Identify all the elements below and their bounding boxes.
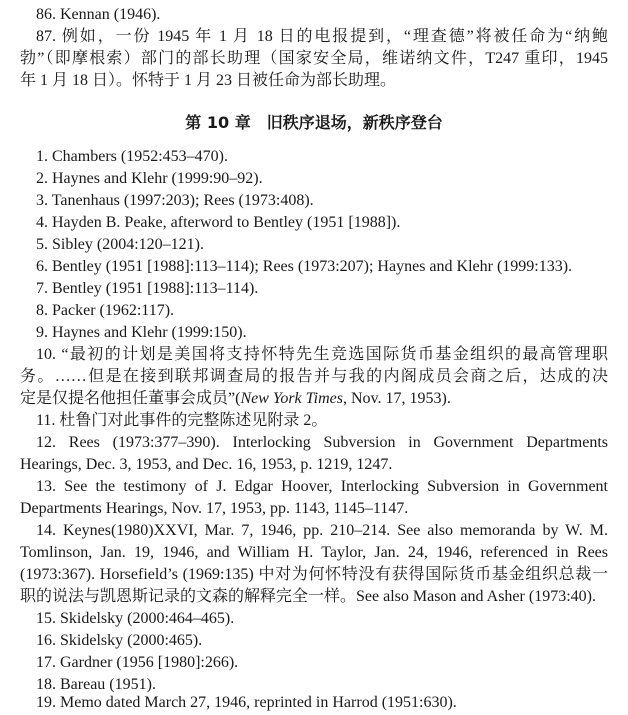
note-15: 15. Skidelsky (2000:464–465). (36, 610, 235, 627)
note-10-line-1: 10. “最初的计划是美国将支持怀特先生竞选国际货币基金组织的最高管理职 (36, 346, 608, 363)
note-10-line-3 (20, 388, 451, 410)
note-12-line-1: 12. Rees (1973:377–390). Interlocking Subversion in Government Departments (36, 434, 608, 451)
note-10-date: , Nov. 17, 1953). (342, 390, 451, 407)
note-87-line-1: 87. 例如，一份 1945 年 1 月 18 日的电报提到，“理查德”将被任命为“纳鲍 (36, 28, 608, 45)
note-17: 17. Gardner (1956 [1980]:266). (36, 654, 239, 671)
note-8: 8. Packer (1962:117). (36, 302, 175, 319)
note-14-line-4: 职的说法与凯恩斯记录的文森的解释完全一样。See also Mason and Asher (1973:40). (20, 588, 596, 605)
note-16: 16. Skidelsky (2000:465). (36, 632, 203, 649)
note-13-line-2: Departments Hearings, Nov. 17, 1953, pp. 1143, 1145–1147. (20, 500, 409, 517)
note-7: 7. Bentley (1951 [1988]:113–114). (36, 280, 259, 297)
note-6: 6. Bentley (1951 [1988]:113–114); Rees (1973:207); Haynes and Klehr (1999:133). (36, 258, 573, 275)
note-2: 2. Haynes and Klehr (1999:90–92). (36, 170, 263, 187)
note-14-line-2: Tomlinson, Jan. 19, 1946, and William H. Taylor, Jan. 24, 1946, referenced in Rees (20, 544, 608, 561)
note-14-line-1: 14. Keynes(1980)XXVI, Mar. 7, 1946, pp. 210–214. See also memoranda by W. M. (36, 522, 608, 539)
note-9: 9. Haynes and Klehr (1999:150). (36, 324, 247, 341)
note-19: 19. Memo dated March 27, 1946, reprinted in Harrod (1951:630). (36, 694, 457, 711)
note-10-text: 定是仅提名他担任董事会成员”( (20, 390, 241, 407)
note-10-line-2: 务。……但是在接到联邦调查局的报告并与我的内阁成员会商之后，达成的决 (20, 368, 608, 385)
note-18: 18. Bareau (1951). (36, 676, 156, 693)
note-5: 5. Sibley (2004:120–121). (36, 236, 204, 253)
note-10-source-title: New York Times (240, 390, 343, 407)
note-12-line-2: Hearings, Dec. 3, 1953, and Dec. 16, 1953, p. 1219, 1247. (20, 456, 393, 473)
note-87-line-3: 年 1 月 18 日）。怀特于 1 月 23 日被任命为部长助理。 (20, 72, 397, 89)
note-1: 1. Chambers (1952:453–470). (36, 148, 228, 165)
note-4: 4. Hayden B. Peake, afterword to Bentley (1951 [1988]). (36, 214, 401, 231)
note-11: 11. 杜鲁门对此事件的完整陈述见附录 2。 (36, 412, 328, 429)
note-87-line-2: 勃”（即摩根索）部门的部长助理（国家安全局，维诺纳文件，T247 重印，1945 (20, 50, 608, 67)
chapter-heading: 第 10 章 旧秩序退场，新秩序登台 (185, 113, 443, 132)
note-13-line-1: 13. See the testimony of J. Edgar Hoover, Interlocking Subversion in Government (36, 478, 608, 495)
note-14-line-3: (1973:367). Horsefield’s (1969:135) 中对为何怀特没有获得国际货币基金组织总裁一 (20, 566, 608, 583)
note-86: 86. Kennan (1946). (36, 6, 161, 23)
note-3: 3. Tanenhaus (1997:203); Rees (1973:408). (36, 192, 314, 209)
